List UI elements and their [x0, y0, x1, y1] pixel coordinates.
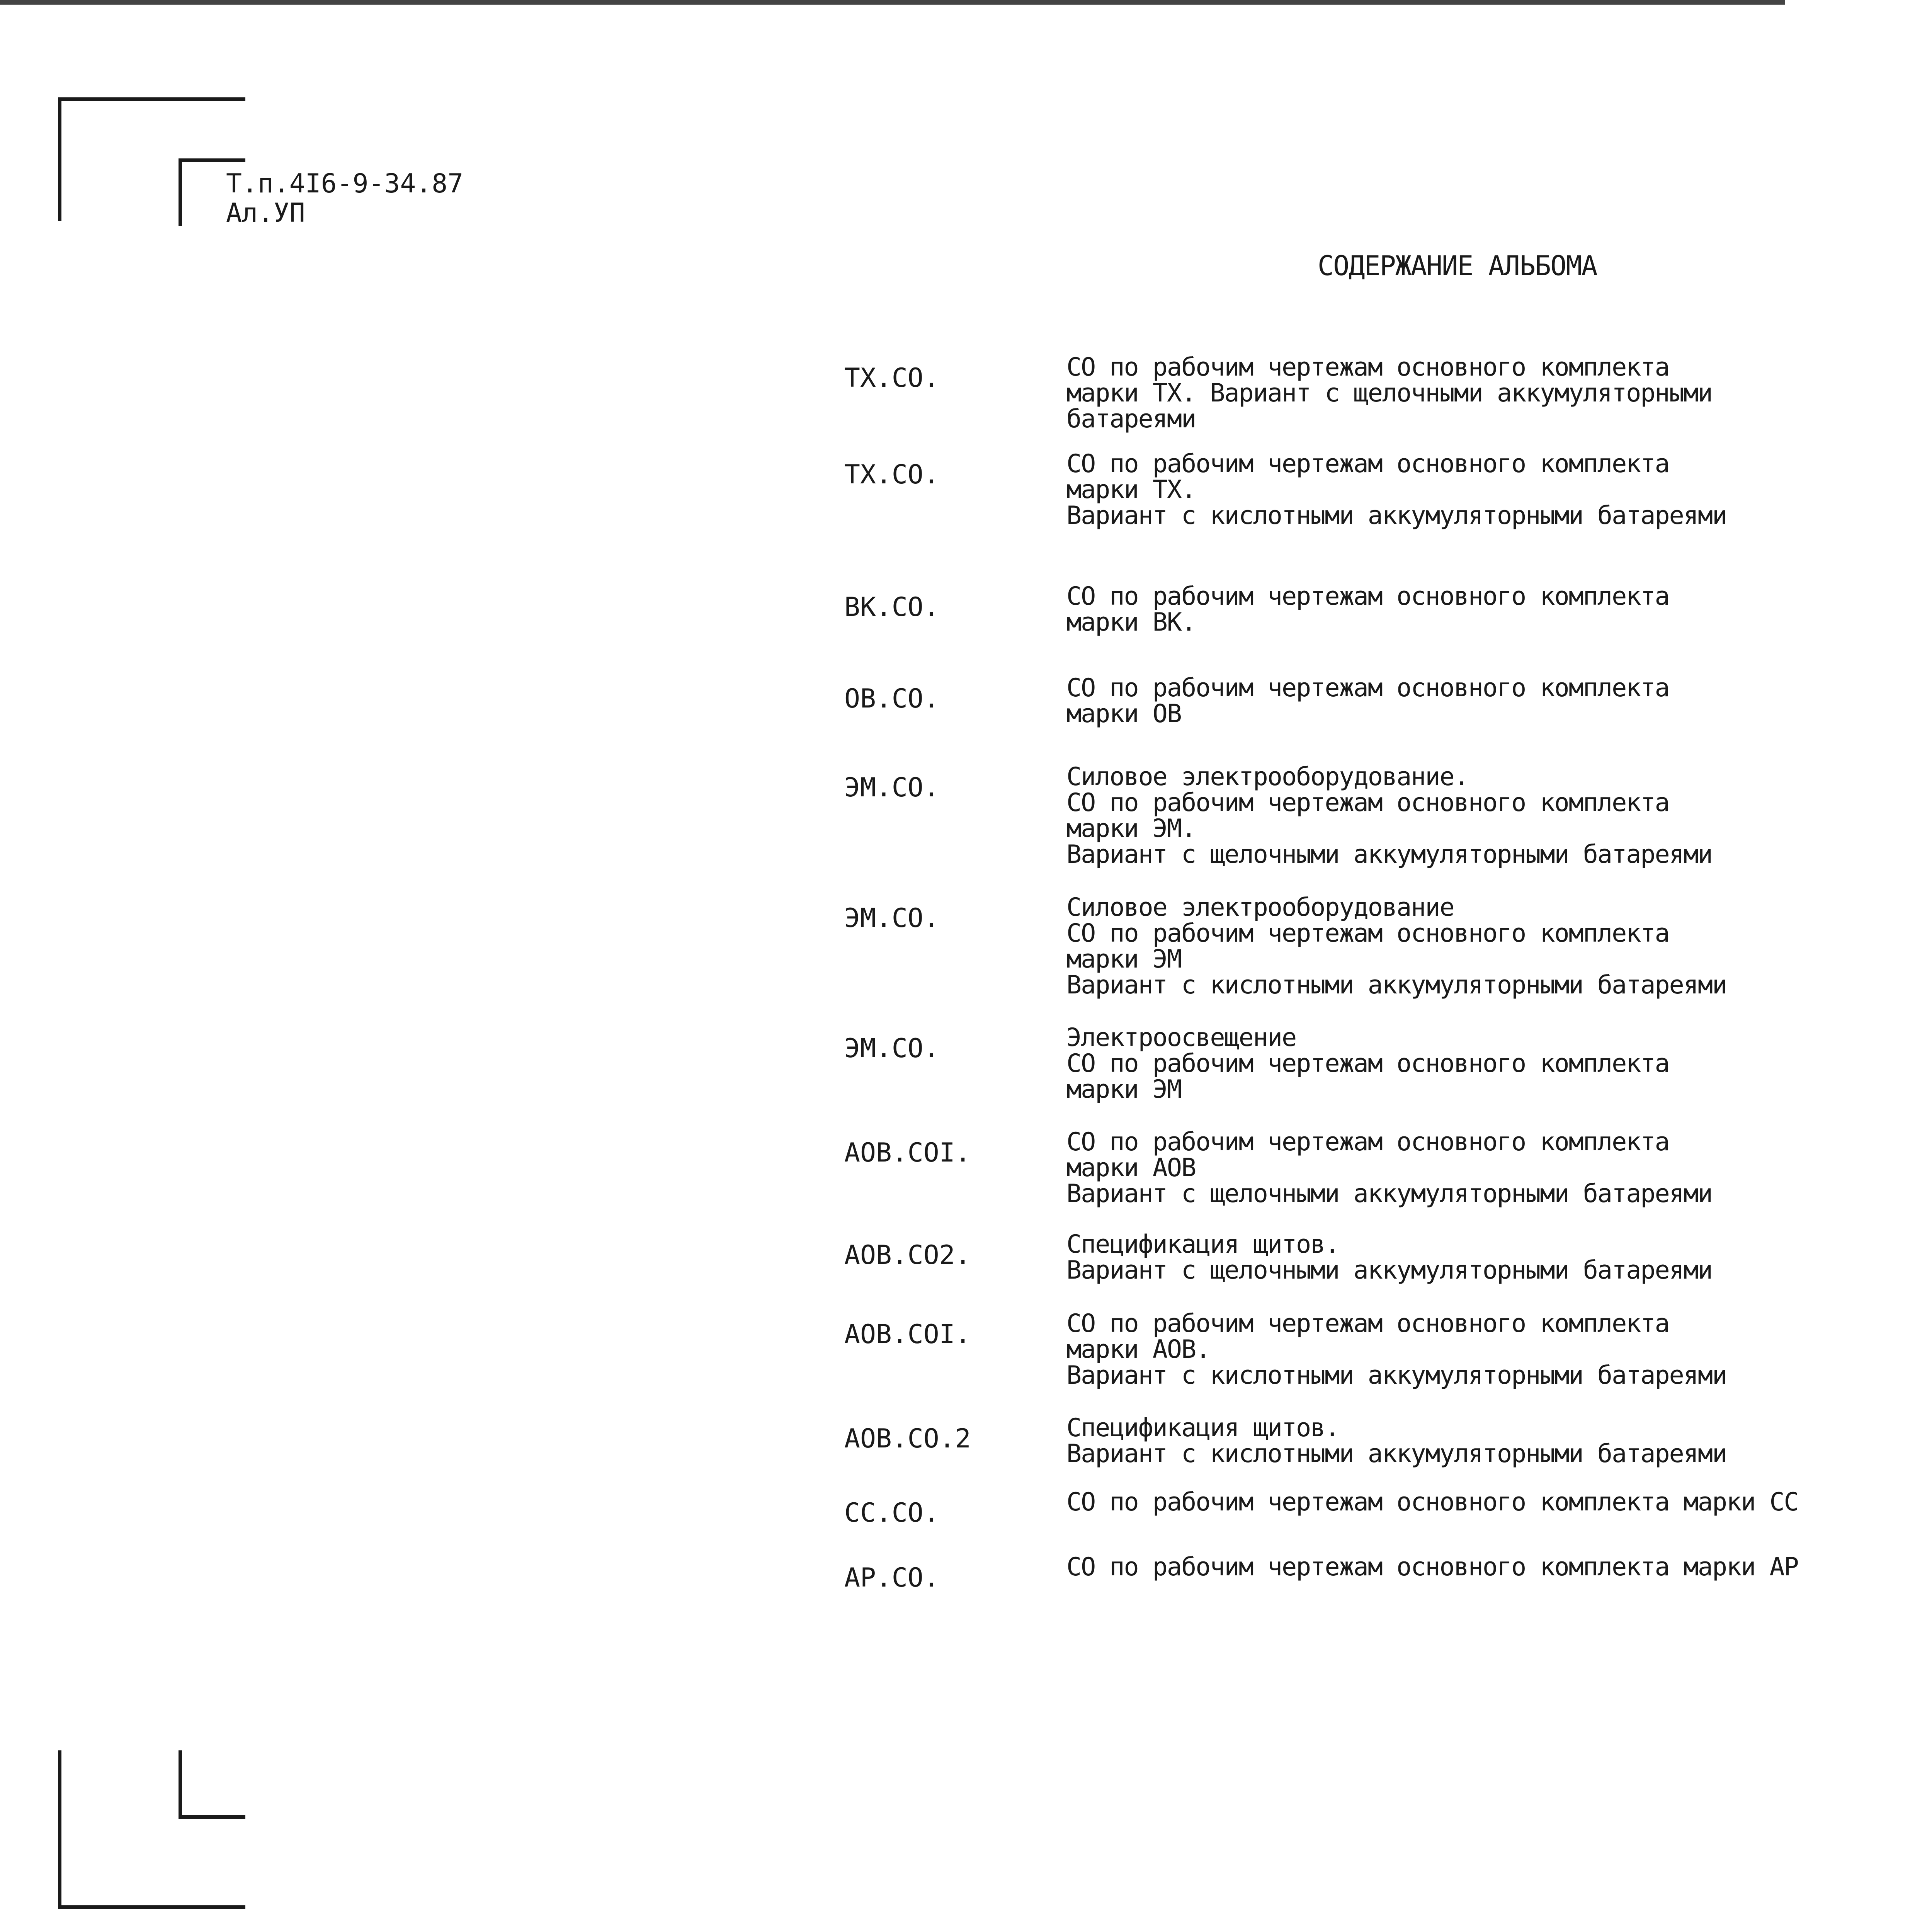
entry-description-line: СО по рабочим чертежам основного комплекта — [1066, 449, 1669, 478]
entry-description-line: батареями — [1066, 405, 1196, 434]
entry-description-line: Вариант с щелочными аккумуляторными батареями — [1066, 840, 1712, 869]
entry-description-line: марки ЭМ — [1066, 945, 1182, 974]
corner-mark-top-left-outer-h — [58, 97, 245, 101]
entry-description-line: Вариант с кислотными аккумуляторными батареями — [1066, 1361, 1727, 1390]
entry-description-line: марки ОВ — [1066, 699, 1182, 728]
corner-mark-bottom-left-inner-v — [179, 1750, 182, 1819]
entry-description-line: СО по рабочим чертежам основного комплекта — [1066, 919, 1669, 948]
entry-description — [1066, 895, 1726, 998]
entry-description — [1066, 451, 1726, 529]
entry-description-line: СО по рабочим чертежам основного комплекта — [1066, 673, 1669, 702]
entry-code: ТХ.СО. — [844, 363, 939, 393]
entry-description-line: Вариант с щелочными аккумуляторными батареями — [1066, 1179, 1712, 1208]
entry-description-line: СО по рабочим чертежам основного комплекта — [1066, 1309, 1669, 1338]
entry-description — [1066, 675, 1669, 727]
entry-description-line: марки ЭМ. — [1066, 814, 1196, 843]
entry-code: АР.СО. — [844, 1563, 939, 1593]
entry-description-line: Электроосвещение — [1066, 1023, 1296, 1052]
corner-mark-top-left-inner-v — [179, 158, 182, 226]
entry-description — [1066, 1489, 1798, 1515]
entry-description — [1066, 1129, 1712, 1207]
entry-code: АОВ.СОI. — [844, 1138, 971, 1168]
album-designation: Ал.УП — [226, 198, 305, 228]
corner-mark-bottom-left-outer-h — [58, 1905, 245, 1909]
entry-description-line: СО по рабочим чертежам основного комплекта марки СС — [1066, 1488, 1798, 1517]
entry-description — [1066, 764, 1712, 867]
entry-code: ЭМ.СО. — [844, 1033, 939, 1064]
entry-description-line: СО по рабочим чертежам основного комплекта — [1066, 788, 1669, 817]
entry-description-line: Вариант с щелочными аккумуляторными батареями — [1066, 1256, 1712, 1285]
entry-code: АОВ.СО.2 — [844, 1423, 971, 1454]
entry-description-line: Вариант с кислотными аккумуляторными батареями — [1066, 971, 1727, 1000]
entry-description-line: Вариант с кислотными аккумуляторными батареями — [1066, 1439, 1727, 1468]
entry-code: ЭМ.СО. — [844, 903, 939, 934]
corner-mark-top-left-outer-v — [58, 97, 61, 221]
entry-description-line: Спецификация щитов. — [1066, 1230, 1339, 1259]
entry-description-line: марки ВК. — [1066, 608, 1196, 637]
entry-description-line: Вариант с кислотными аккумуляторными батареями — [1066, 501, 1727, 530]
entry-description-line: Силовое электрооборудование. — [1066, 762, 1468, 791]
entry-description-line: марки ТХ. — [1066, 475, 1196, 504]
document-designation: Т.п.4I6-9-34.87 — [226, 168, 464, 199]
entry-description-line: марки АОВ. — [1066, 1335, 1210, 1364]
entry-code: ЭМ.СО. — [844, 772, 939, 803]
entry-description-line: СО по рабочим чертежам основного комплекта — [1066, 582, 1669, 611]
entry-description-line: СО по рабочим чертежам основного комплекта — [1066, 1049, 1669, 1078]
entry-code: СС.СО. — [844, 1498, 939, 1528]
entry-code: ОВ.СО. — [844, 684, 939, 714]
entry-code: ВК.СО. — [844, 592, 939, 622]
corner-mark-top-left-inner-h — [179, 158, 245, 162]
entry-description — [1066, 1025, 1669, 1102]
entry-code: АОВ.СОI. — [844, 1319, 971, 1350]
entry-description — [1066, 1415, 1726, 1467]
corner-mark-bottom-left-inner-h — [179, 1815, 245, 1819]
entry-code: ТХ.СО. — [844, 459, 939, 490]
entry-description — [1066, 354, 1712, 432]
entry-description-line: СО по рабочим чертежам основного комплекта марки АР — [1066, 1553, 1798, 1582]
entry-description-line: СО по рабочим чертежам основного комплекта — [1066, 353, 1669, 382]
page-title: СОДЕРЖАНИЕ АЛЬБОМА — [1318, 250, 1597, 282]
scan-edge-line — [0, 0, 1785, 5]
entry-description-line: Спецификация щитов. — [1066, 1413, 1339, 1442]
entry-description — [1066, 1311, 1726, 1388]
entry-description — [1066, 1554, 1798, 1580]
entry-code: АОВ.СО2. — [844, 1240, 971, 1270]
entry-description-line: марки ЭМ — [1066, 1075, 1182, 1104]
entry-description — [1066, 1231, 1712, 1283]
entry-description-line: Силовое электрооборудование — [1066, 893, 1454, 922]
entry-description-line: марки АОВ — [1066, 1153, 1196, 1182]
entry-description — [1066, 583, 1669, 635]
entry-description-line: марки ТХ. Вариант с щелочными аккумуляторными — [1066, 379, 1712, 408]
corner-mark-bottom-left-outer-v — [58, 1750, 61, 1909]
entry-description-line: СО по рабочим чертежам основного комплекта — [1066, 1128, 1669, 1156]
